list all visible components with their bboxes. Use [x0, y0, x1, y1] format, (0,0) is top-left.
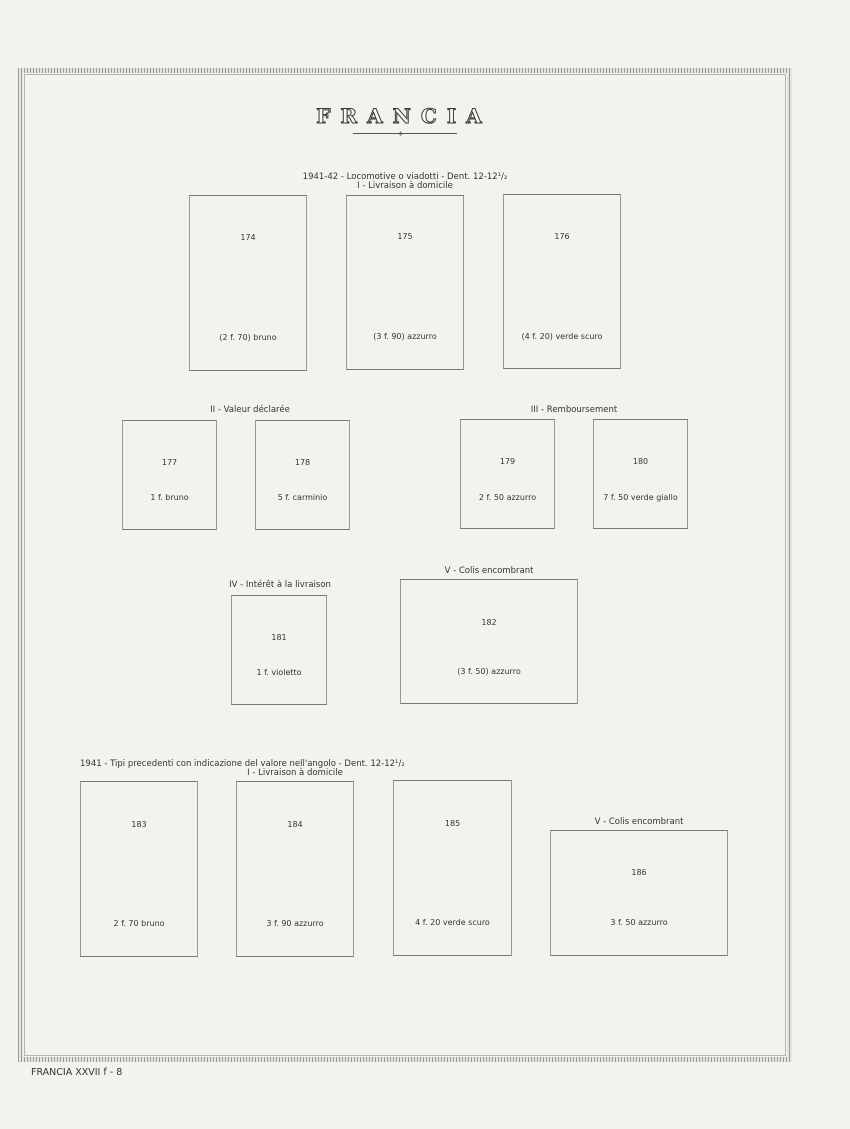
stamp-number: 184	[287, 820, 303, 829]
stamp-box-182	[400, 579, 578, 704]
stamp-box-177	[122, 420, 217, 530]
stamp-number: 183	[131, 820, 147, 829]
page-footer: FRANCIA XXVII f - 8	[31, 1067, 123, 1078]
stamp-number: 175	[397, 232, 413, 241]
section4-heading-right: V - Colis encombrant	[594, 817, 684, 827]
stamp-description: 3 f. 50 azzurro	[610, 918, 668, 927]
stamp-number: 174	[240, 233, 256, 242]
stamp-box-185	[393, 780, 512, 956]
stamp-box-180	[593, 419, 688, 529]
stamp-box-175	[346, 195, 464, 370]
stamp-box-178	[255, 420, 350, 530]
stamp-number: 182	[481, 618, 497, 627]
stamp-description: (3 f. 90) azzurro	[373, 332, 437, 341]
section4-heading: 1941 - Tipi precedenti con indicazione del valore nell'angolo - Dent. 12-12¹/₂	[80, 759, 405, 769]
section4-subheading: I - Livraison à domicile	[247, 768, 343, 778]
section1-subheading: I - Livraison à domicile	[357, 181, 453, 191]
stamp-description: 1 f. bruno	[150, 493, 189, 502]
stamp-box-183	[80, 781, 198, 957]
stamp-number: 180	[632, 457, 649, 466]
stamp-box-184	[236, 781, 354, 957]
stamp-description: 3 f. 90 azzurro	[266, 919, 324, 928]
stamp-description: 2 f. 50 azzurro	[478, 493, 537, 502]
section1-heading: 1941-42 - Locomotive o viadotti - Dent. 12-12¹/₂	[302, 172, 508, 182]
stamp-description: (2 f. 70) bruno	[219, 333, 277, 342]
stamp-number: 186	[631, 868, 647, 877]
section2-heading-left: II - Valeur déclarée	[210, 405, 290, 415]
stamp-description: (3 f. 50) azzurro	[457, 667, 521, 676]
stamp-description: 4 f. 20 verde scuro	[415, 918, 490, 927]
stamp-number: 177	[161, 458, 178, 467]
stamp-number: 181	[271, 633, 287, 642]
stamp-number: 179	[499, 457, 516, 466]
section3-heading-right: V - Colis encombrant	[444, 566, 534, 576]
stamp-number: 178	[294, 458, 311, 467]
stamp-box-176	[503, 194, 621, 369]
stamp-description: (4 f. 20) verde scuro	[521, 332, 603, 341]
stamp-number: 185	[444, 819, 461, 828]
section2-heading-right: III - Remboursement	[530, 405, 618, 415]
stamp-number: 176	[554, 232, 570, 241]
stamp-box-174	[189, 195, 307, 371]
stamp-box-181	[231, 595, 327, 705]
stamp-box-179	[460, 419, 555, 529]
title-rule	[353, 133, 457, 134]
page-title: FRANCIA	[316, 104, 492, 128]
stamp-description: 5 f. carminio	[277, 493, 328, 502]
stamp-description: 2 f. 70 bruno	[113, 919, 165, 928]
section3-heading-left: IV - Intérêt à la livraison	[229, 580, 331, 590]
stamp-description: 1 f. violetto	[256, 668, 302, 677]
stamp-description: 7 f. 50 verde giallo	[603, 493, 678, 502]
stamp-box-186	[550, 830, 728, 956]
title-ornament: ⟡	[398, 129, 404, 138]
